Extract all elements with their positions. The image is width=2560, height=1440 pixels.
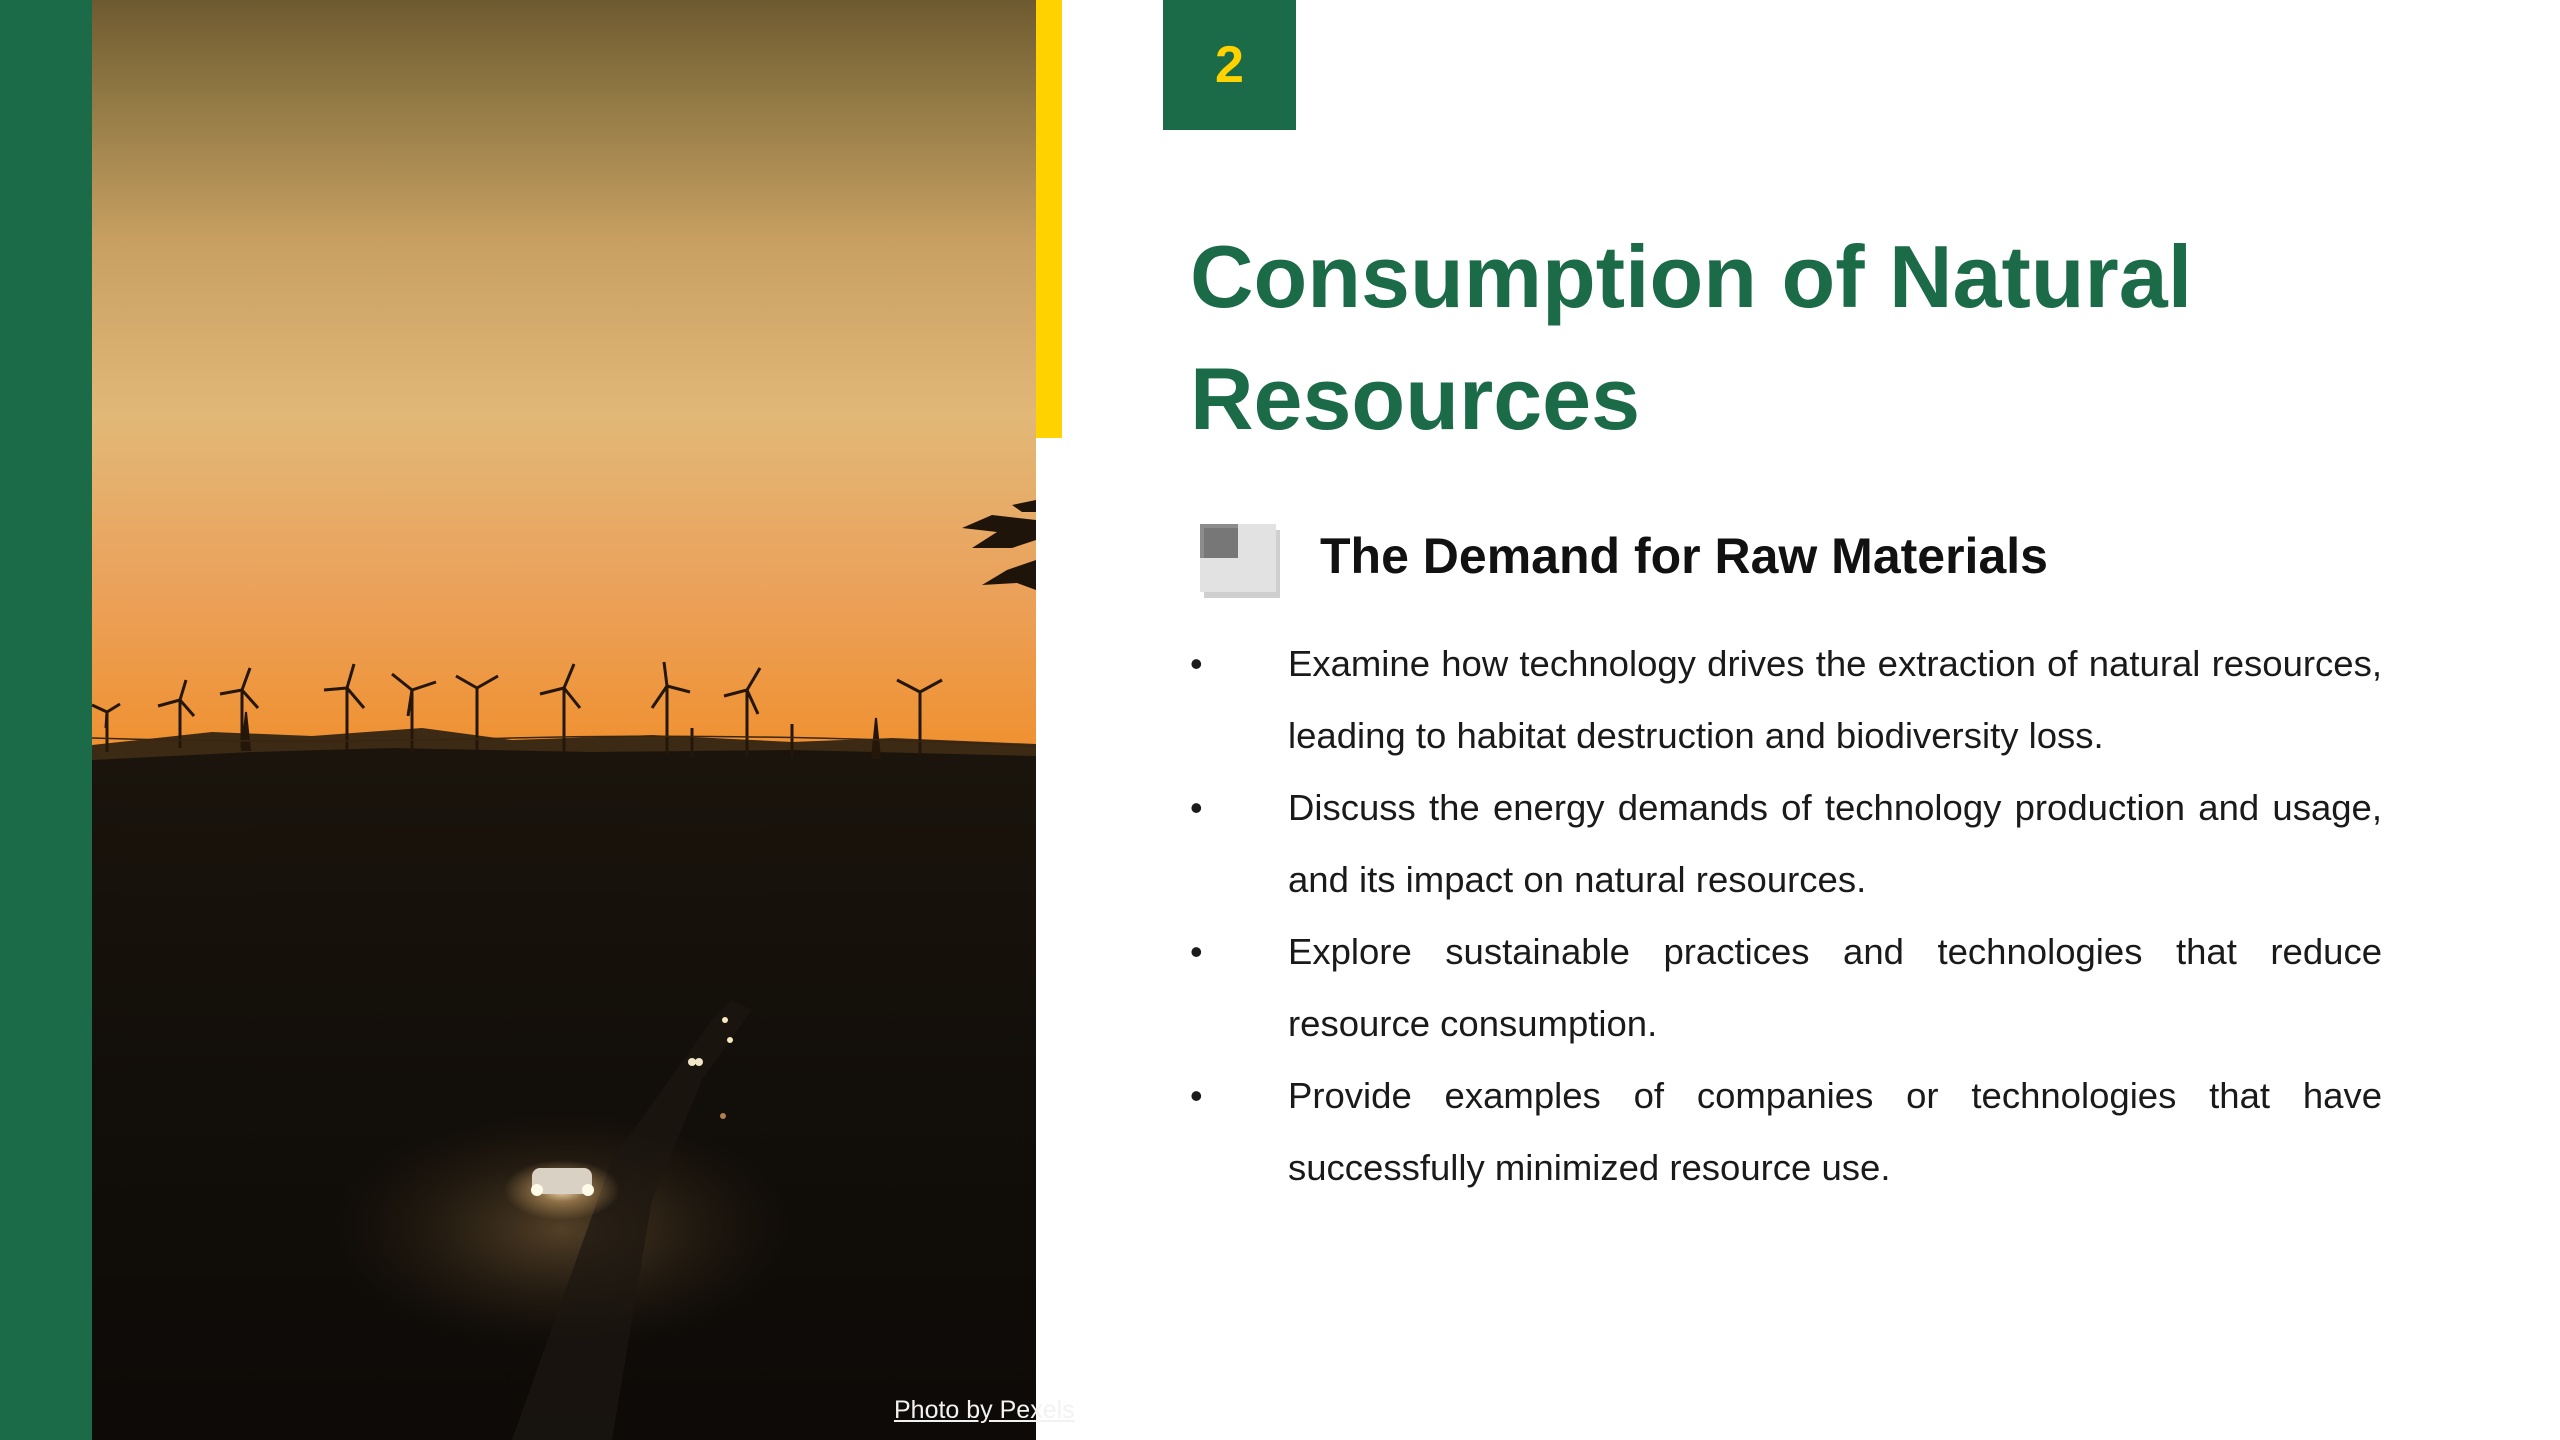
bullet-marker: • [1190,787,1203,828]
placeholder-square-icon [1200,524,1282,600]
page-number: 2 [1215,36,1244,94]
bullet-text: Examine how technology drives the extraction of natural resources, leading to habitat destruction and biodiversity loss. [1288,643,2382,756]
bullet-item [1190,1060,2382,1204]
section-heading: The Demand for Raw Materials [1320,528,2048,584]
bullet-text: Explore sustainable practices and technologies that reduce resource consumption. [1288,931,2382,1044]
slide-title: Consumption of Natural Resources [1190,227,2193,448]
bullet-item [1190,916,2382,1060]
bullet-item [1190,772,2382,916]
bullet-text: Provide examples of companies or technologies that have successfully minimized resource use. [1288,1075,2382,1188]
bullet-list [1190,628,2382,1204]
bullet-marker: • [1190,643,1203,684]
bullet-item [1190,628,2382,772]
photo-credit-link[interactable]: Photo by Pexels [894,1396,1075,1424]
left-green-stripe [0,0,92,1440]
bullet-marker: • [1190,931,1203,972]
sunset-wind-farm-photo [92,0,1075,1440]
bullet-text: Discuss the energy demands of technology production and usage, and its impact on natural resources. [1288,787,2382,900]
yellow-accent-bar [1036,0,1062,438]
bullet-marker: • [1190,1075,1203,1116]
page-number-badge [1163,0,1296,130]
